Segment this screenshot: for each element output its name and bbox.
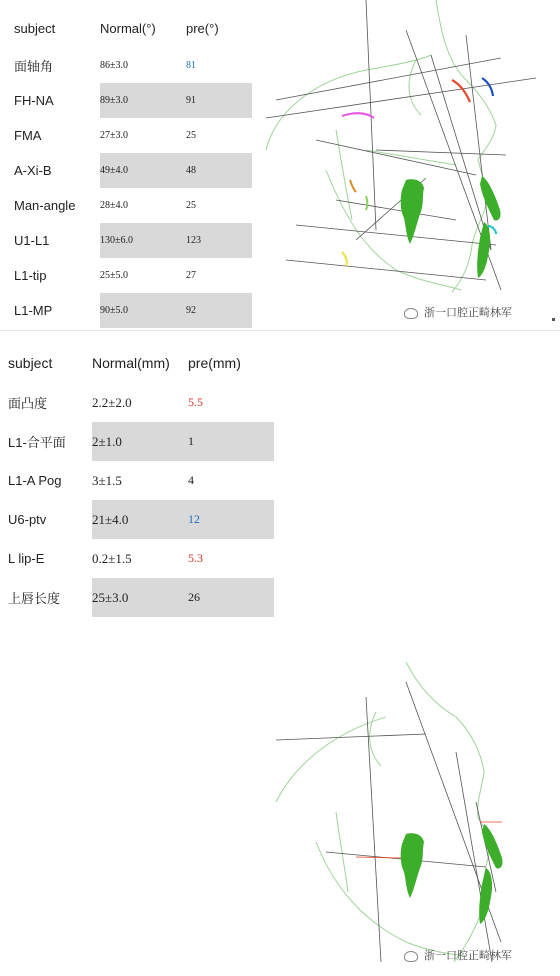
cephalometric-tracing-linear bbox=[256, 662, 560, 976]
angular-measurements-panel bbox=[0, 0, 560, 330]
row-pre: 92 bbox=[186, 293, 252, 328]
watermark bbox=[404, 947, 512, 963]
row-pre: 5.3 bbox=[188, 551, 203, 565]
header-pre: pre(°) bbox=[186, 20, 219, 36]
row-subject: L1-MP bbox=[14, 303, 53, 318]
row-normal: 2±1.0 bbox=[92, 422, 188, 461]
row-normal: 3±1.5 bbox=[92, 472, 122, 488]
watermark bbox=[404, 304, 512, 320]
table-header-row bbox=[6, 342, 274, 383]
table-row bbox=[6, 461, 274, 500]
table-row bbox=[6, 83, 252, 118]
row-subject: L1-tip bbox=[14, 268, 47, 283]
upper-molar bbox=[401, 833, 424, 898]
row-normal: 27±3.0 bbox=[100, 130, 128, 141]
row-normal: 89±3.0 bbox=[100, 83, 186, 118]
wechat-icon bbox=[404, 951, 418, 962]
row-normal: 90±5.0 bbox=[100, 293, 186, 328]
row-pre: 123 bbox=[186, 223, 252, 258]
ramus-outline bbox=[336, 130, 352, 220]
table-row bbox=[6, 500, 274, 539]
upper-molar bbox=[401, 179, 424, 244]
row-subject: FH-NA bbox=[14, 93, 54, 108]
ramus-outline bbox=[336, 812, 348, 892]
row-normal: 21±4.0 bbox=[92, 500, 188, 539]
header-normal: Normal(°) bbox=[100, 20, 156, 36]
row-subject: Man-angle bbox=[14, 198, 76, 213]
soft-tissue-profile bbox=[406, 662, 489, 962]
table-row bbox=[6, 48, 252, 83]
row-pre: 48 bbox=[186, 153, 252, 188]
row-subject: 面凸度 bbox=[8, 396, 48, 411]
table-row bbox=[6, 223, 252, 258]
row-pre: 26 bbox=[188, 578, 274, 617]
table-row bbox=[6, 383, 274, 422]
wechat-icon bbox=[404, 308, 418, 319]
row-normal: 25±3.0 bbox=[92, 578, 188, 617]
header-subject: subject bbox=[8, 354, 53, 371]
row-pre: 91 bbox=[186, 83, 252, 118]
row-subject: 面轴角 bbox=[14, 59, 54, 74]
row-pre: 5.5 bbox=[188, 395, 203, 409]
row-pre: 25 bbox=[186, 130, 196, 141]
row-subject: FMA bbox=[14, 128, 42, 143]
table-row bbox=[6, 293, 252, 328]
mandible-outline bbox=[316, 842, 466, 956]
row-normal: 25±5.0 bbox=[100, 270, 128, 281]
header-subject: subject bbox=[14, 20, 56, 36]
table-row bbox=[6, 153, 252, 188]
row-subject: L1-A Pog bbox=[8, 473, 62, 488]
row-pre: 1 bbox=[188, 422, 274, 461]
table-row bbox=[6, 258, 252, 293]
row-pre: 25 bbox=[186, 200, 196, 211]
angular-measurements-table bbox=[6, 8, 252, 328]
row-subject: L lip-E bbox=[8, 551, 45, 566]
table-row bbox=[6, 578, 274, 617]
row-normal: 130±6.0 bbox=[100, 223, 186, 258]
row-subject: L1-合平面 bbox=[8, 435, 66, 450]
table-header-row bbox=[6, 8, 252, 48]
marker-dot bbox=[552, 318, 555, 321]
header-normal: Normal(mm) bbox=[92, 354, 170, 371]
skull-outline bbox=[266, 55, 431, 150]
row-normal: 49±4.0 bbox=[100, 153, 186, 188]
orbit-outline bbox=[409, 60, 421, 115]
cephalometric-tracing-angular bbox=[256, 0, 560, 330]
row-normal: 86±3.0 bbox=[100, 60, 128, 71]
table-row bbox=[6, 539, 274, 578]
table-row bbox=[6, 188, 252, 223]
row-pre: 4 bbox=[188, 473, 194, 487]
linear-measurements-panel bbox=[0, 330, 560, 962]
row-subject: U1-L1 bbox=[14, 233, 50, 248]
row-pre: 81 bbox=[186, 60, 196, 71]
row-subject: A-Xi-B bbox=[14, 163, 52, 178]
row-normal: 2.2±2.0 bbox=[92, 394, 132, 410]
linear-measurements-table bbox=[6, 342, 274, 617]
table-row bbox=[6, 422, 274, 461]
row-pre: 27 bbox=[186, 270, 196, 281]
watermark-text: 浙一口腔正畸林军 bbox=[424, 949, 512, 962]
row-normal: 28±4.0 bbox=[100, 200, 128, 211]
row-pre: 12 bbox=[188, 500, 274, 539]
table-row bbox=[6, 118, 252, 153]
watermark-text: 浙一口腔正畸林军 bbox=[424, 306, 512, 319]
row-subject: 上唇长度 bbox=[8, 591, 61, 606]
row-normal: 0.2±1.5 bbox=[92, 550, 132, 566]
header-pre: pre(mm) bbox=[188, 354, 241, 371]
row-subject: U6-ptv bbox=[8, 512, 47, 527]
lower-incisor bbox=[479, 868, 492, 924]
upper-incisor bbox=[482, 824, 503, 869]
